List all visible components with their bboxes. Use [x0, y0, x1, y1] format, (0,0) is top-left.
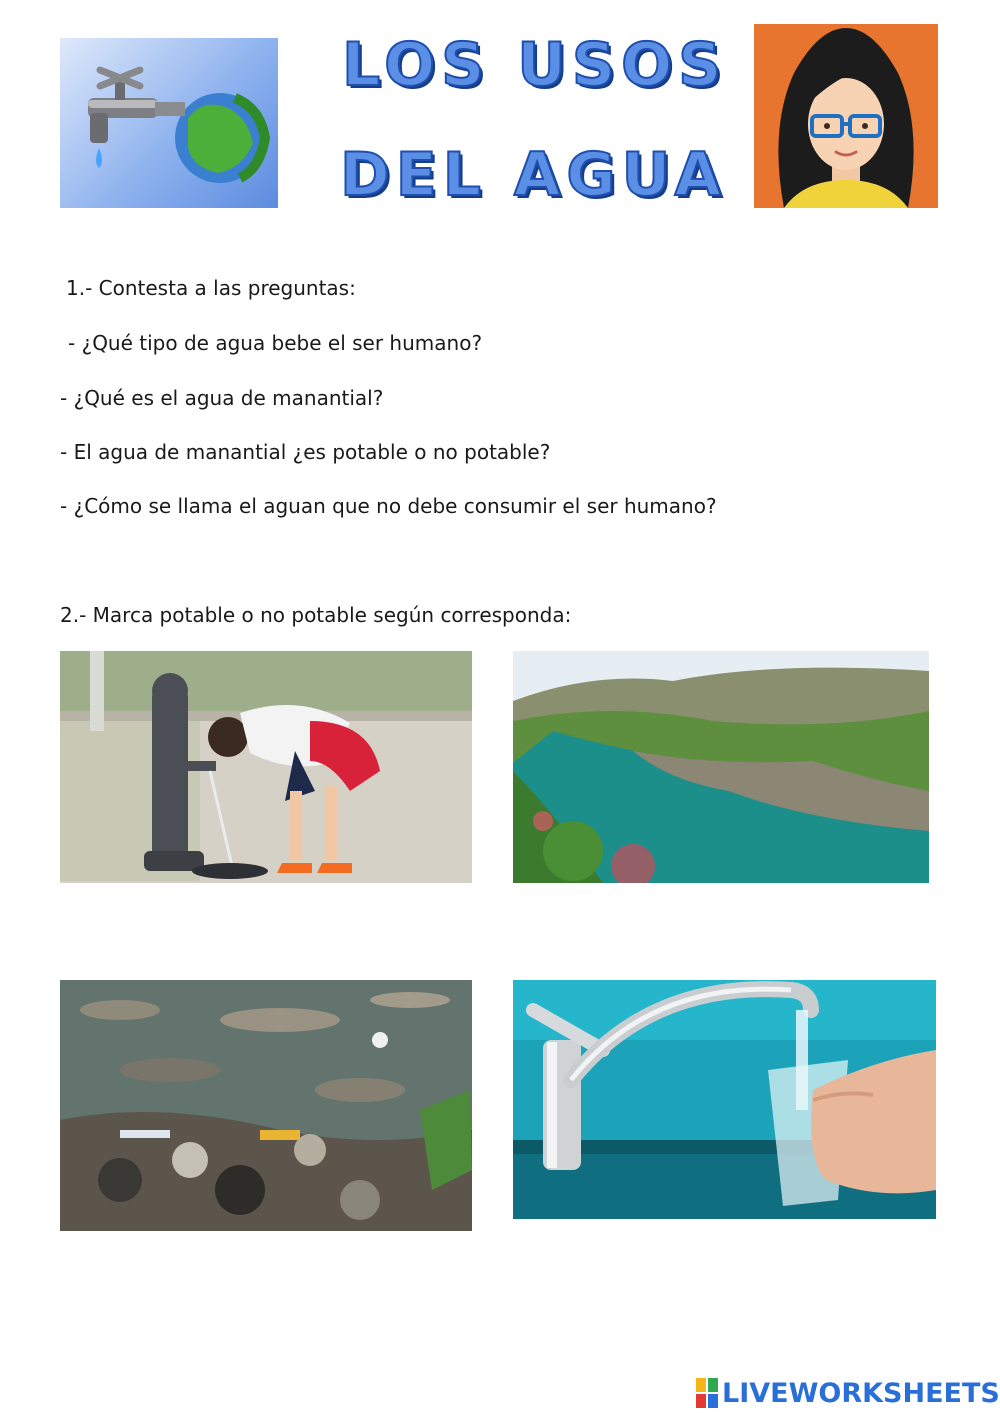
liveworksheets-watermark [696, 1376, 1000, 1410]
liveworksheets-logo-icon [696, 1378, 718, 1408]
question-1: - ¿Qué tipo de agua bebe el ser humano? [68, 331, 483, 355]
question-2: - ¿Qué es el agua de manantial? [60, 386, 384, 410]
photo-river[interactable] [513, 651, 929, 883]
section-1-heading: 1.- Contesta a las preguntas: [66, 276, 356, 300]
page-title-line-1: LOS USOS [342, 30, 728, 100]
faucet-globe-image [60, 38, 278, 208]
section-2-heading: 2.- Marca potable o no potable según corresponda: [60, 603, 572, 627]
question-3: - El agua de manantial ¿es potable o no potable? [60, 440, 551, 464]
photo-polluted-water[interactable] [60, 980, 472, 1231]
watermark-text: LIVEWORKSHEETS [722, 1377, 1000, 1409]
page-title-line-2: DEL AGUA [340, 140, 727, 210]
avatar [754, 24, 938, 208]
question-4: - ¿Cómo se llama el aguan que no debe consumir el ser humano? [60, 494, 717, 518]
photo-tap-water[interactable] [513, 980, 936, 1219]
photo-drinking-fountain[interactable] [60, 651, 472, 883]
